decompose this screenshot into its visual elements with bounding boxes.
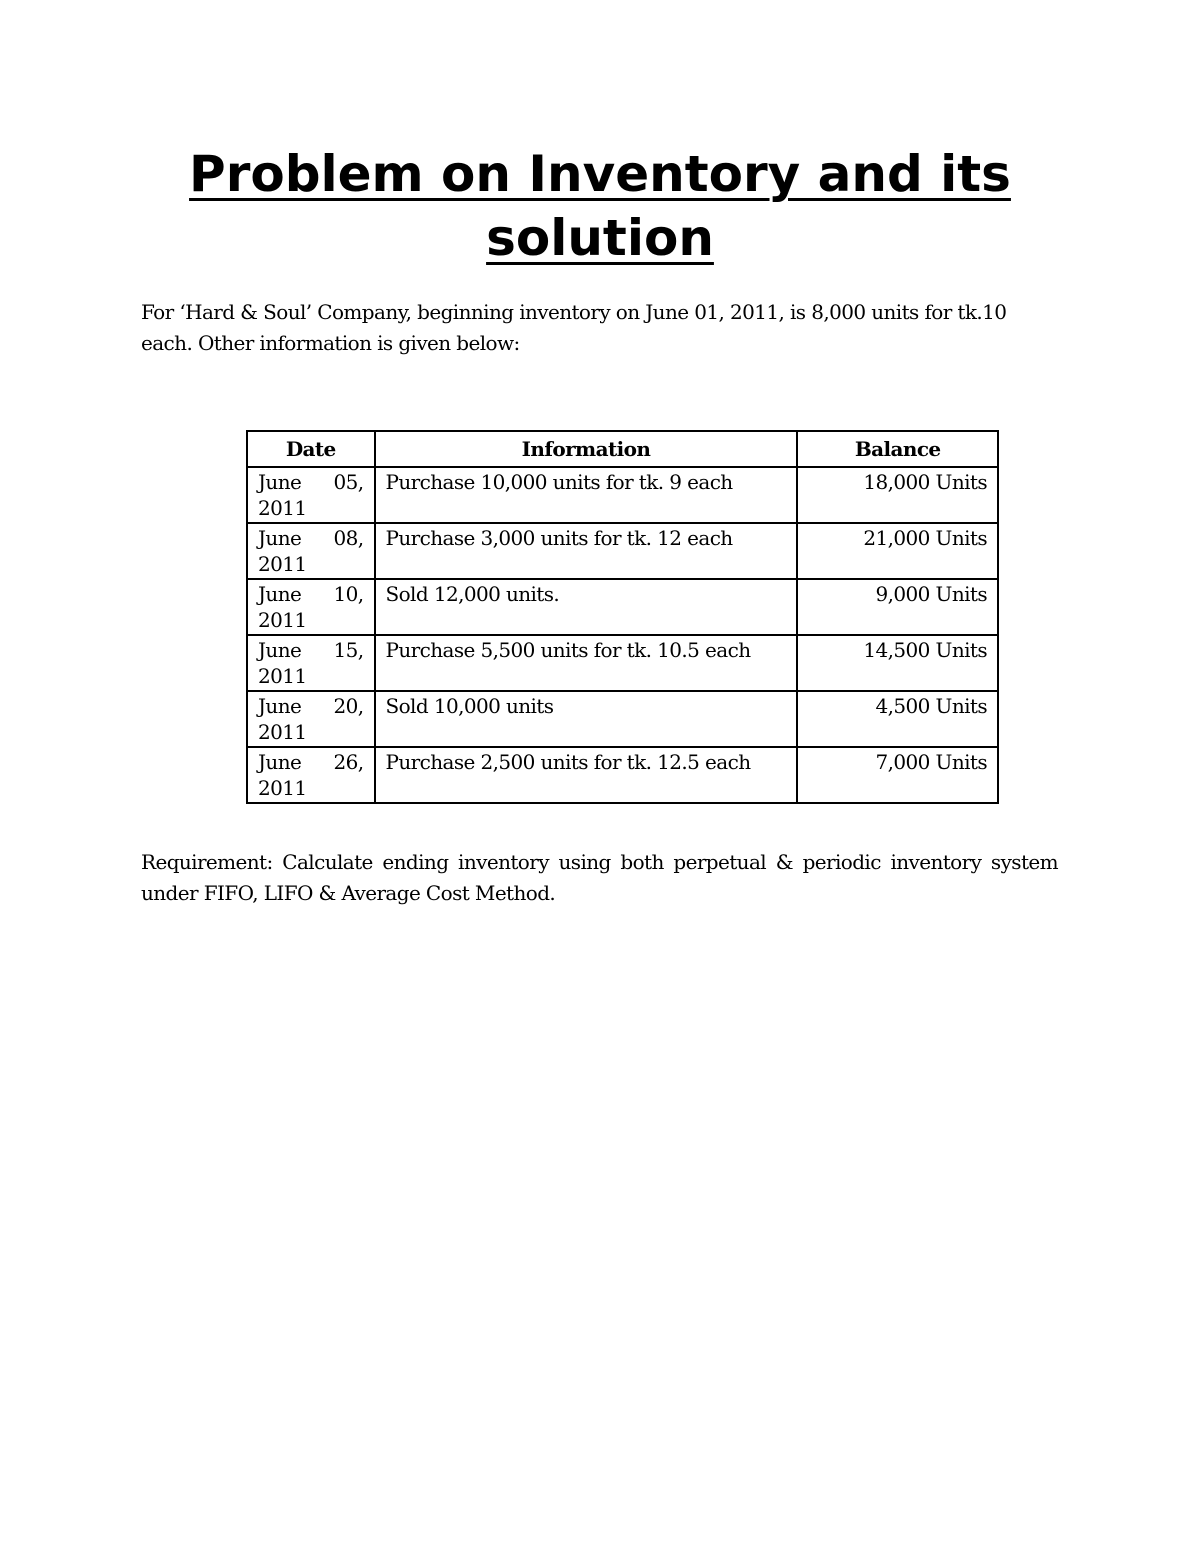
date-year: 2011 — [258, 552, 307, 576]
date-month: June — [258, 526, 302, 550]
information-cell: Purchase 3,000 units for tk. 12 each — [375, 523, 798, 579]
balance-cell: 7,000 Units — [797, 747, 998, 803]
information-cell: Purchase 2,500 units for tk. 12.5 each — [375, 747, 798, 803]
information-cell: Sold 10,000 units — [375, 691, 798, 747]
date-day: 05, — [333, 470, 364, 494]
table-row — [247, 635, 998, 691]
date-year: 2011 — [258, 496, 307, 520]
date-cell — [247, 523, 375, 579]
date-month: June — [258, 750, 302, 774]
table-row — [247, 523, 998, 579]
table-row — [247, 747, 998, 803]
intro-paragraph: For ‘Hard & Soul’ Company, beginning inventory on June 01, 2011, is 8,000 units for tk.10 each. Other information is given below: — [141, 300, 1007, 355]
date-day: 08, — [333, 526, 364, 550]
table-row — [247, 691, 998, 747]
header-balance: Balance — [797, 431, 998, 467]
date-day: 26, — [333, 750, 364, 774]
date-cell — [247, 691, 375, 747]
information-cell: Purchase 10,000 units for tk. 9 each — [375, 467, 798, 523]
information-cell: Purchase 5,500 units for tk. 10.5 each — [375, 635, 798, 691]
date-year: 2011 — [258, 776, 307, 800]
date-cell — [247, 747, 375, 803]
information-cell: Sold 12,000 units. — [375, 579, 798, 635]
date-day: 15, — [333, 638, 364, 662]
balance-cell: 14,500 Units — [797, 635, 998, 691]
header-information: Information — [375, 431, 798, 467]
date-month: June — [258, 694, 302, 718]
date-year: 2011 — [258, 720, 307, 744]
date-cell — [247, 467, 375, 523]
inventory-table — [246, 430, 999, 804]
balance-cell: 9,000 Units — [797, 579, 998, 635]
date-cell — [247, 579, 375, 635]
date-cell — [247, 635, 375, 691]
document-title: Problem on Inventory and its solution — [189, 145, 1011, 267]
date-day: 20, — [333, 694, 364, 718]
requirement-paragraph: Requirement: Calculate ending inventory using both perpetual & periodic inventory system under FIFO, LIFO & Average Cost Method. — [141, 850, 1058, 905]
date-year: 2011 — [258, 608, 307, 632]
balance-cell: 18,000 Units — [797, 467, 998, 523]
table-header-row — [247, 431, 998, 467]
balance-cell: 21,000 Units — [797, 523, 998, 579]
date-day: 10, — [333, 582, 364, 606]
header-date: Date — [247, 431, 375, 467]
date-month: June — [258, 470, 302, 494]
date-year: 2011 — [258, 664, 307, 688]
date-month: June — [258, 582, 302, 606]
date-month: June — [258, 638, 302, 662]
balance-cell: 4,500 Units — [797, 691, 998, 747]
table-row — [247, 579, 998, 635]
table-row — [247, 467, 998, 523]
